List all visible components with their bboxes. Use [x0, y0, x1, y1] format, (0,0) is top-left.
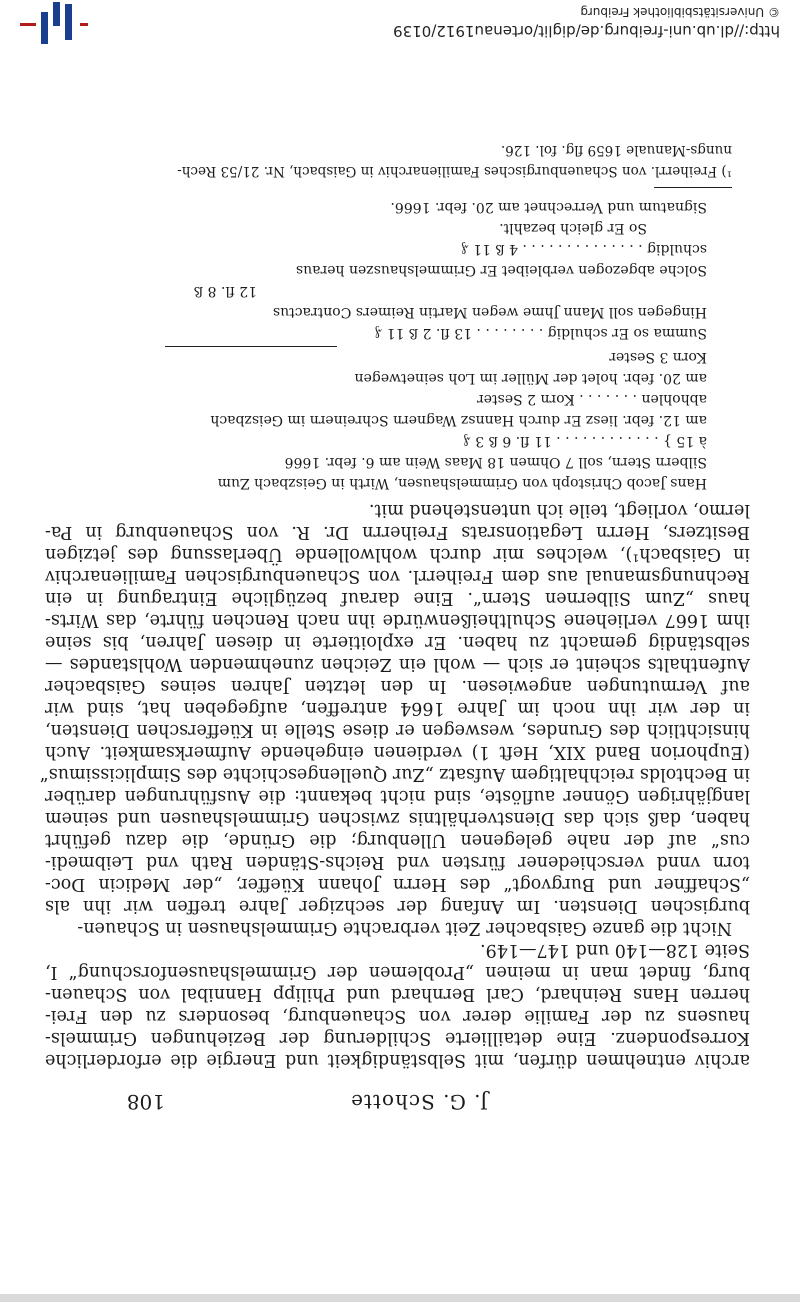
- entry-line: So Er gleich bezahlt.: [499, 220, 647, 236]
- entry-line: Silbern Stern, soll 7 Ohmen 18 Maas Wein am 6. febr. 1666: [284, 454, 707, 470]
- text-line: in Bechtolds reichhaltigem Aufsatz „Zur Quellengeschichte des Simplicissimus“: [39, 764, 750, 784]
- text-line: in der wir ihn noch im Jahre 1664 antreffen, aufgegeben hat, sind wir: [45, 698, 750, 718]
- entry-line: schuldig . . . . . . . . . . . . . . 4 ß 11 ₰: [461, 241, 707, 257]
- entry-line: Korn 3 Sester: [609, 349, 707, 365]
- text-line: auf Vermutungen angewiesen. In den letzten Jahren seines Gaisbacher: [45, 676, 750, 696]
- entry-line: Hingegen soll Mann Jhme wegen Martin Reimers Contractus: [272, 304, 707, 320]
- page-number: 108: [126, 1090, 165, 1114]
- text-line: Korrespondenz. Eine detaillierte Schilderung der Beziehungen Grimmels-: [45, 1028, 750, 1048]
- entry-line: am 20. febr. holet der Müller im Loh seinetwegen: [354, 370, 707, 386]
- text-line: torn vnnd verschiedener fürsten vnd Reichs-Ständen Rath vnd Leibmedi-: [45, 852, 750, 872]
- entry-line: 12 fl. 8 ß: [193, 283, 257, 299]
- copyright-notice: © Universitätsbibliothek Freiburg: [580, 5, 780, 19]
- entry-line: Hans Jacob Christoph von Grimmelshausen, Wirth in Geiszbach Zum: [217, 475, 707, 491]
- text-line: Aufenthalts scheint er sich — wohl ein Zeichen zunehmenden Wohlstandes —: [45, 654, 750, 674]
- text-line: hausens zu der Familie derer von Schauenburg, besonders zu den Frei-: [45, 1006, 750, 1026]
- entry-line: Summa so Er schuldig . . . . . . . . 13 fl. 2 ß 11 ₰: [375, 325, 707, 341]
- text-line: cus“ auf der nahe gelegenen Ullenburg; die Gründe, die dazu geführt: [45, 830, 750, 850]
- footnote-line: nungs-Manuale 1659 flg. fol. 126.: [500, 142, 732, 158]
- text-line: haus „Zum Silbernen Stern“. Eine darauf bezügliche Eintragung in ein: [45, 588, 750, 608]
- text-line: Nicht die ganze Gaisbacher Zeit verbrachte Grimmelshausen in Schauen-: [77, 918, 732, 938]
- text-line: selbständig gemacht zu haben. Er exploitierte in diesen Jahren, bis seine: [45, 632, 750, 652]
- text-line: Rechnungsmanual aus dem Freiherrl. von Schauenburgischen Familienarchiv: [45, 566, 750, 586]
- text-line: burg, findet man in meinen „Problemen der Grimmelshausenforschung“ I,: [45, 962, 750, 982]
- text-line: langjährigen Gönner auflöste, sind nicht bekannt: die Ausführungen darüber: [45, 786, 750, 806]
- text-line: in Gaisbach¹), welches mir durch wohlwollende Überlassung des jetzigen: [45, 544, 750, 564]
- sum-rule: [165, 346, 337, 347]
- entry-line: à 15 } . . . . . . . . . . . . 11 fl. 6 ß 3 ₰: [463, 433, 707, 449]
- footnote-line: ¹) Freiherrl. von Schauenburgisches Familienarchiv in Gaisbach, Nr. 21/53 Rech-: [177, 163, 732, 179]
- footnote-rule: [654, 187, 732, 188]
- text-line: hinsichtlich des Grundes, weswegen er diese Stelle in Küefferschen Diensten,: [45, 720, 750, 740]
- entry-line: am 12. febr. liesz Er durch Hannsz Wagnern Schreinern im Geiszbach: [210, 412, 707, 428]
- ub-freiburg-logo-icon: [18, 2, 88, 44]
- entry-line: Solche abgezogen verbleibet Er Grimmelshauszen heraus: [295, 262, 707, 278]
- source-url[interactable]: http://dl.ub.uni-freiburg.de/diglit/ortenau1912/0139: [393, 22, 780, 40]
- text-line: burgischen Diensten. Im Anfang der sechziger Jahre treffen wir ihn als: [45, 896, 750, 916]
- viewer-bottom-edge: [0, 1294, 800, 1302]
- running-head: J. G. Schotte: [350, 1090, 488, 1114]
- text-line: ihm 1667 verliehene Schultheißenwürde ihn nach Renchen führte, das Wirts-: [45, 610, 750, 630]
- text-line: lermo, vorliegt, teile ich untenstehend mit.: [368, 500, 750, 520]
- text-line: haben, daß sich das Dienstverhältnis zwischen Grimmelshausen und seinem: [45, 808, 750, 828]
- entry-line: Signatum und Verrechnet am 20. febr. 1666.: [390, 199, 707, 215]
- text-line: archiv entnehmen dürfen, mit Selbständigkeit und Energie die erforderliche: [45, 1050, 750, 1070]
- entry-line: abhohlen . . . . . . . Korn 2 Sester: [477, 391, 707, 407]
- text-line: „Schaffner und Burgvogt“ des Herrn Johann Küeffer, „der Medicin Doc-: [45, 874, 750, 894]
- text-line: Seite 128—140 und 147—149.: [480, 940, 750, 960]
- text-line: herren Hans Reinhard, Carl Bernhard und Philipp Hannibal von Schauen-: [45, 984, 750, 1004]
- text-line: (Euphorion Band XIX, Heft 1) verdienen eingehende Aufmerksamkeit. Auch: [45, 742, 750, 762]
- text-line: Besitzers, Herrn Legationsrats Freiherrn Dr. R. von Schauenburg in Pa-: [45, 522, 750, 542]
